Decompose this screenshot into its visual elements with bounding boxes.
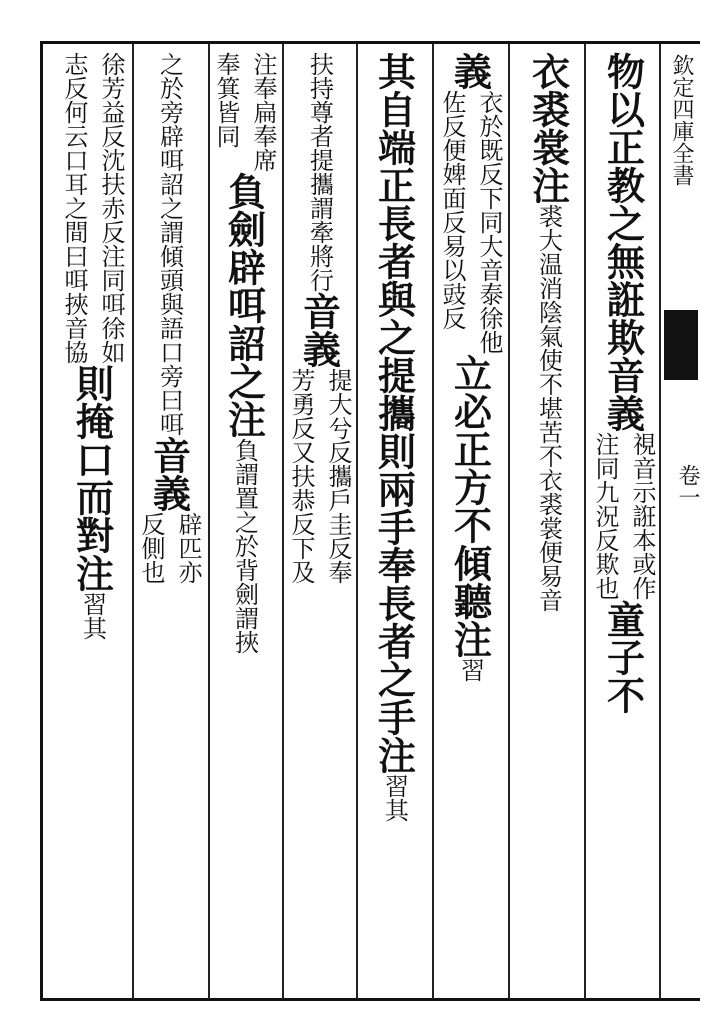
main-text: 童子不	[600, 600, 646, 714]
annotation-right: 注奉扁奉席	[249, 52, 277, 172]
text-column-8	[60, 52, 124, 640]
commentary-text: 扶持尊者提攜謂牽將行	[305, 52, 334, 292]
annotation-right: 視音示誑本或作	[628, 432, 656, 600]
annotation-pair	[435, 90, 505, 354]
main-text: 則掩口而對	[69, 364, 115, 554]
main-text: 其自端正長者與之提攜則兩手奉長者之手	[371, 52, 417, 736]
annotation-right: 徐芳益反沈扶赤反注同咡徐如	[97, 52, 125, 364]
commentary-text: 之於旁辟咡詔之謂傾頭與語口旁曰咡	[155, 52, 184, 436]
annotation-left: 芳勇反又扶恭反下及	[287, 368, 315, 584]
text-column-2	[519, 52, 577, 612]
rule	[584, 44, 586, 999]
rule	[659, 44, 661, 999]
text-column-7	[137, 52, 202, 584]
main-text: 注	[447, 620, 493, 658]
rule	[432, 44, 434, 999]
margin-volume: 卷一	[675, 464, 700, 508]
text-column-4	[365, 52, 423, 822]
annotation-pair	[284, 368, 354, 584]
annotation-pair	[57, 52, 127, 364]
page-margin	[660, 44, 700, 999]
annotation-left: 注同九況反欺也	[591, 432, 619, 600]
annotation-pair	[134, 512, 204, 584]
text-column-3	[438, 52, 503, 682]
annotation-right: 辟匹亦	[174, 512, 202, 584]
annotation-right: 提大兮反攜戶圭反奉	[324, 368, 352, 584]
text-column-1	[591, 52, 656, 714]
rule	[356, 44, 358, 999]
margin-fishtail	[664, 310, 698, 380]
main-text: 音義	[600, 356, 646, 432]
rule	[508, 44, 510, 999]
annotation-left: 志反何云口耳之間曰咡挾音協	[60, 52, 88, 364]
main-text: 注	[221, 400, 267, 438]
annotation-pair	[209, 52, 279, 172]
main-text: 音義	[296, 292, 342, 368]
text-column-6	[212, 52, 277, 654]
annotation-left: 奉箕皆同	[212, 52, 240, 148]
annotation-left: 反側也	[137, 512, 165, 584]
commentary-text: 負謂置之於背劍謂挾	[230, 438, 259, 654]
main-text: 注	[371, 736, 417, 774]
annotation-pair	[588, 432, 658, 600]
annotation-left: 佐反便婢面反易以豉反	[438, 90, 466, 330]
main-text: 立必正方不傾聽	[447, 354, 493, 620]
main-text: 物以正教之無誑欺	[600, 52, 646, 356]
margin-title: 欽定四庫全書	[669, 54, 694, 186]
annotation-right: 衣於既反下同大音泰徐他	[475, 90, 503, 354]
commentary-text: 裘大温消陰氣使不堪苦不衣裘裳便易音	[534, 204, 563, 612]
main-text: 負劍辟咡詔之	[221, 172, 267, 400]
text-column-5	[287, 52, 352, 584]
main-text: 注	[525, 166, 571, 204]
main-text: 注	[69, 554, 115, 592]
main-text: 義	[447, 52, 493, 90]
main-text: 音義	[146, 436, 192, 512]
commentary-text: 習其	[78, 592, 107, 640]
commentary-text: 習	[456, 658, 485, 682]
commentary-text: 習其	[380, 774, 409, 822]
rule	[208, 44, 210, 999]
main-text: 衣裘裳	[525, 52, 571, 166]
